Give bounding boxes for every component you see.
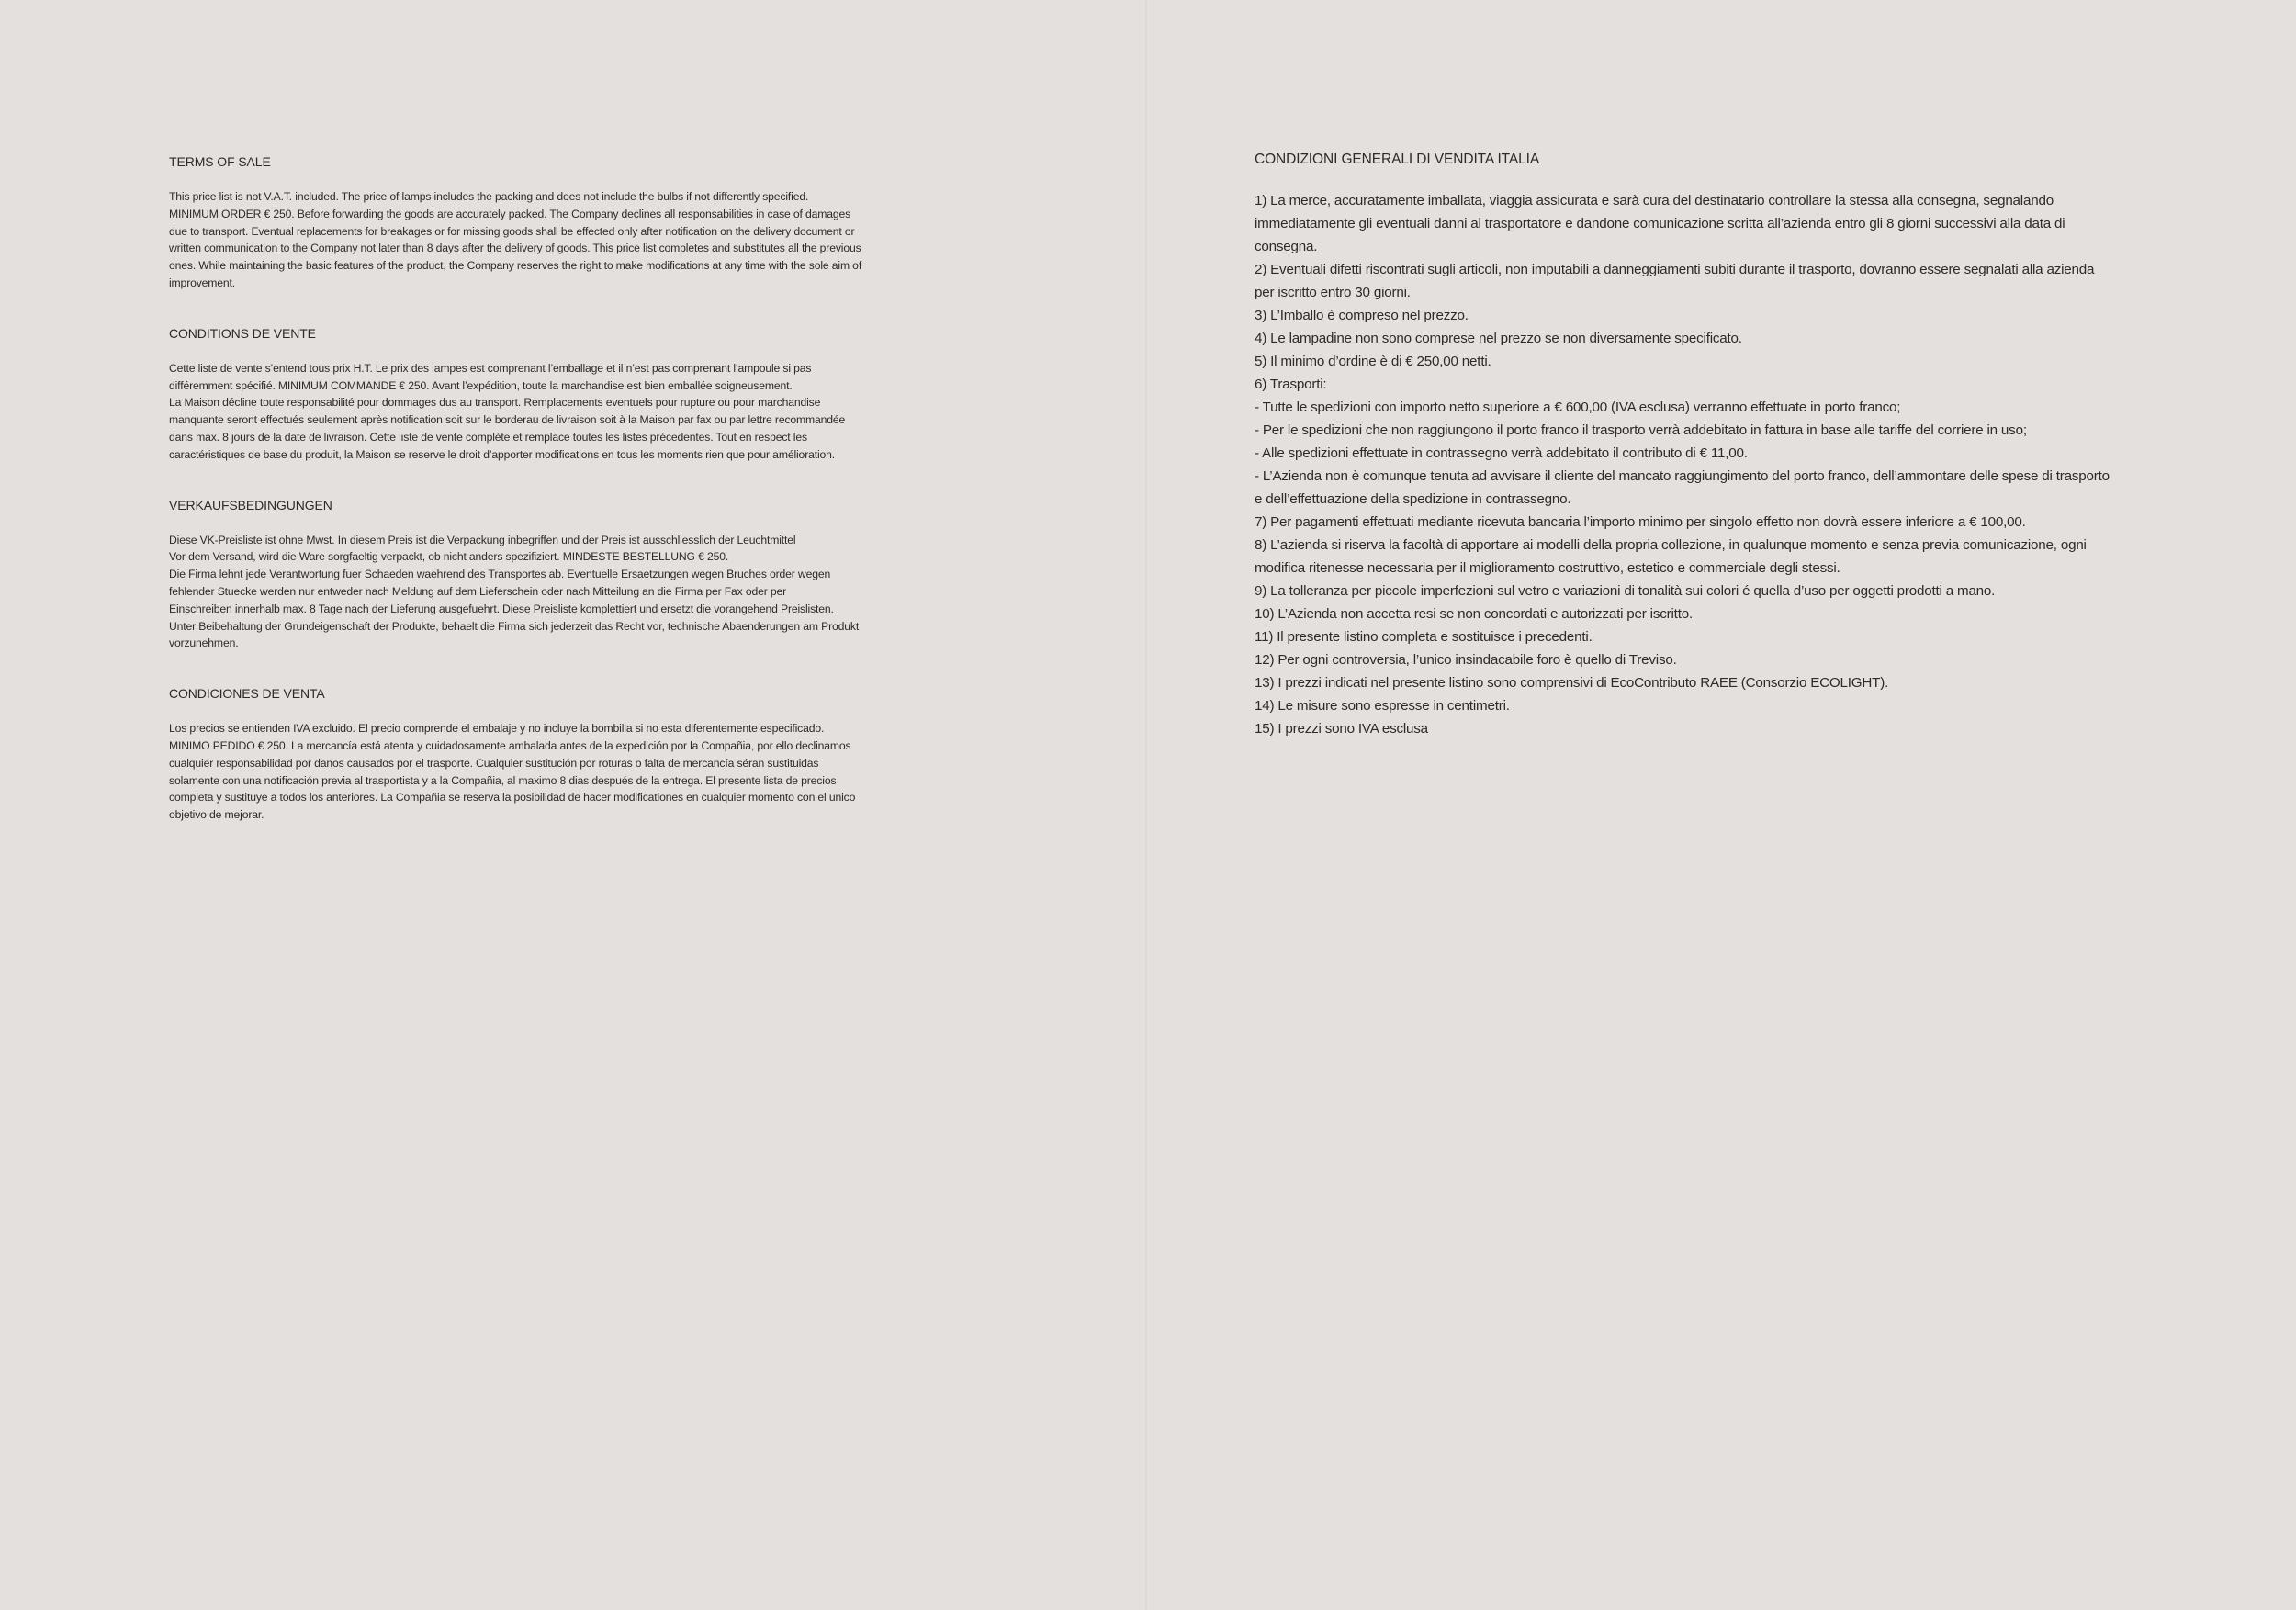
text-line: 13) I prezzi indicati nel presente listino sono comprensivi di EcoContributo RAEE (Consorzio ECOLIGHT). <box>1255 675 1889 691</box>
section-condiciones-de-venta <box>169 685 959 824</box>
text-line: 1) La merce, accuratamente imballata, viaggia assicurata e sarà cura del destinatario controllare la stessa alla consegna, segnalando <box>1255 193 2054 208</box>
text-line: due to transport. Eventual replacements for breakages or for missing goods shall be effected only after notification on the delivery document or <box>169 224 855 238</box>
text-line: Vor dem Versand, wird die Ware sorgfaeltig verpackt, ob nicht anders spezifiziert. MINDESTE BESTELLUNG € 250. <box>169 550 729 564</box>
text-line: 7) Per pagamenti effettuati mediante ricevuta bancaria l’importo minimo per singolo effetto non dovrà essere inferiore a € 100,00. <box>1255 514 2026 530</box>
text-line: Cette liste de vente s’entend tous prix H.T. Le prix des lampes est comprenant l’emballage et il n’est pas comprenant l’ampoule si pas <box>169 361 812 375</box>
text-line: MINIMUM ORDER € 250. Before forwarding the goods are accurately packed. The Company declines all responsabilities in case of damages <box>169 207 851 220</box>
left-terms-column <box>169 153 959 857</box>
italian-conditions-column <box>1255 150 2173 740</box>
text-line: completa y sustituye a todos los anteriores. La Compañia se reserva la posibilidad de hacer modificationes en cualquier momento con el unico <box>169 791 856 805</box>
text-line: Einschreiben innerhalb max. 8 Tage nach der Lieferung ausgefuehrt. Diese Preisliste komplettiert und ersetzt die vorangehend Preislisten. <box>169 602 834 615</box>
text-line: solamente con una notificación previa al trasportista y a la Compañia, al maximo 8 dias después de la entrega. El presente lista de precios <box>169 773 837 787</box>
section-body <box>169 720 959 824</box>
text-line: cualquier responsabilidad por danos causados por el trasporte. Cualquier sustitución por roturas o falta de mercancía séran sustituidas <box>169 756 819 770</box>
text-line: 8) L’azienda si riserva la facoltà di apportare ai modelli della propria collezione, in qualunque momento e senza previa comunicazione, ogni <box>1255 537 2087 553</box>
section-body <box>169 360 959 464</box>
text-line: immediatamente gli eventuali danni al trasportatore e dandone comunicazione scritta all’azienda entro gli 8 giorni successivi alla data di <box>1255 216 2065 231</box>
italian-conditions-body <box>1255 189 2173 740</box>
section-body <box>169 188 959 292</box>
text-line: e dell’effettuazione della spedizione in contrassegno. <box>1255 491 1571 507</box>
text-line: fehlender Stuecke werden nur entweder nach Meldung auf dem Lieferschein oder nach Mitteilung an die Firma per Fax oder per <box>169 584 787 598</box>
text-line: 10) L’Azienda non accetta resi se non concordati e autorizzati per iscritto. <box>1255 606 1693 622</box>
text-line: 11) Il presente listino completa e sostituisce i precedenti. <box>1255 629 1593 645</box>
text-line: 14) Le misure sono espresse in centimetri. <box>1255 698 1510 714</box>
section-title: TERMS OF SALE <box>169 154 271 169</box>
text-line: 5) Il minimo d’ordine è di € 250,00 netti. <box>1255 354 1491 369</box>
text-line: - Per le spedizioni che non raggiungono il porto franco il trasporto verrà addebitato in fattura in base alle tariffe del corriere in uso; <box>1255 422 2027 438</box>
section-title: CONDITIONS DE VENTE <box>169 325 316 341</box>
text-line: 15) I prezzi sono IVA esclusa <box>1255 721 1428 737</box>
text-line: La Maison décline toute responsabilité pour dommages dus au transport. Remplacements eventuels pour rupture ou pour marchandise <box>169 396 821 410</box>
text-line: This price list is not V.A.T. included. The price of lamps includes the packing and does not include the bulbs if not differently specified. <box>169 190 809 203</box>
text-line: 2) Eventuali difetti riscontrati sugli articoli, non imputabili a danneggiamenti subiti durante il trasporto, dovranno essere segnalati alla azienda <box>1255 262 2095 277</box>
text-line: 3) L’Imballo è compreso nel prezzo. <box>1255 308 1469 323</box>
text-line: 12) Per ogni controversia, l’unico insindacabile foro è quello di Treviso. <box>1255 652 1677 668</box>
text-line: written communication to the Company not later than 8 days after the delivery of goods. This price list completes and substitutes all the previous <box>169 242 861 255</box>
section-title: VERKAUFSBEDINGUNGEN <box>169 497 332 512</box>
text-line: improvement. <box>169 276 236 289</box>
text-line: Diese VK-Preisliste ist ohne Mwst. In diesem Preis ist die Verpackung inbegriffen und der Preis ist ausschliesslich der Leuchtmittel <box>169 533 796 546</box>
text-line: ones. While maintaining the basic features of the product, the Company reserves the right to make modifications at any time with the sole aim of <box>169 259 862 273</box>
text-line: 9) La tolleranza per piccole imperfezioni sul vetro e variazioni di tonalità sui colori é quella d’uso per oggetti prodotti a mano. <box>1255 583 1996 599</box>
text-line: vorzunehmen. <box>169 636 239 650</box>
text-line: - L’Azienda non è comunque tenuta ad avvisare il cliente del mancato raggiungimento del porto franco, dell’ammontare delle spese di trasporto <box>1255 468 2110 484</box>
text-line: MINIMO PEDIDO € 250. La mercancía está atenta y cuidadosamente ambalada antes de la expedición por la Compañia, por ello declinamos <box>169 738 851 752</box>
right-page <box>1146 0 2296 1610</box>
text-line: 4) Le lampadine non sono comprese nel prezzo se non diversamente specificato. <box>1255 331 1742 346</box>
text-line: - Tutte le spedizioni con importo netto superiore a € 600,00 (IVA esclusa) verranno effettuate in porto franco; <box>1255 400 1901 415</box>
left-page <box>0 0 1146 1610</box>
text-line: 6) Trasporti: <box>1255 377 1327 392</box>
text-line: - Alle spedizioni effettuate in contrassegno verrà addebitato il contributo di € 11,00. <box>1255 445 1748 461</box>
text-line: caractéristiques de base du produit, la Maison se reserve le droit d’apporter modifications en tous les moments rien que pour amélioration. <box>169 447 836 461</box>
text-line: Die Firma lehnt jede Verantwortung fuer Schaeden waehrend des Transportes ab. Eventuelle Ersaetzungen wegen Bruches order wegen <box>169 568 831 581</box>
text-line: consegna. <box>1255 239 1318 254</box>
text-line: Unter Beibehaltung der Grundeigenschaft der Produkte, behaelt die Firma sich jederzeit das Recht vor, technische Abaenderungen am Produkt <box>169 619 860 633</box>
text-line: modifica ritenesse necessaria per il miglioramento costruttivo, estetico e commerciale degli stessi. <box>1255 560 1840 576</box>
text-line: objetivo de mejorar. <box>169 808 264 822</box>
section-title: CONDICIONES DE VENTA <box>169 686 325 702</box>
section-terms-of-sale <box>169 153 959 292</box>
text-line: manquante seront effectués seulement après notification soit sur le borderau de livraison soit à la Maison par fax ou par lettre recommandée <box>169 413 846 427</box>
section-body <box>169 532 959 653</box>
section-verkaufsbedingungen <box>169 497 959 653</box>
text-line: per iscritto entro 30 giorni. <box>1255 285 1411 300</box>
text-line: différemment spécifié. MINIMUM COMMANDE € 250. Avant l’expédition, toute la marchandise est bien emballée soigneusement. <box>169 378 793 392</box>
section-conditions-de-vente <box>169 325 959 464</box>
text-line: Los precios se entienden IVA excluido. El precio comprende el embalaje y no incluye la bombilla si no esta diferentemente especificado. <box>169 722 825 736</box>
text-line: dans max. 8 jours de la date de livraison. Cette liste de vente complète et remplace toutes les listes précedentes. Tout en respect les <box>169 430 807 444</box>
italian-conditions-title: CONDIZIONI GENERALI DI VENDITA ITALIA <box>1255 152 1540 167</box>
